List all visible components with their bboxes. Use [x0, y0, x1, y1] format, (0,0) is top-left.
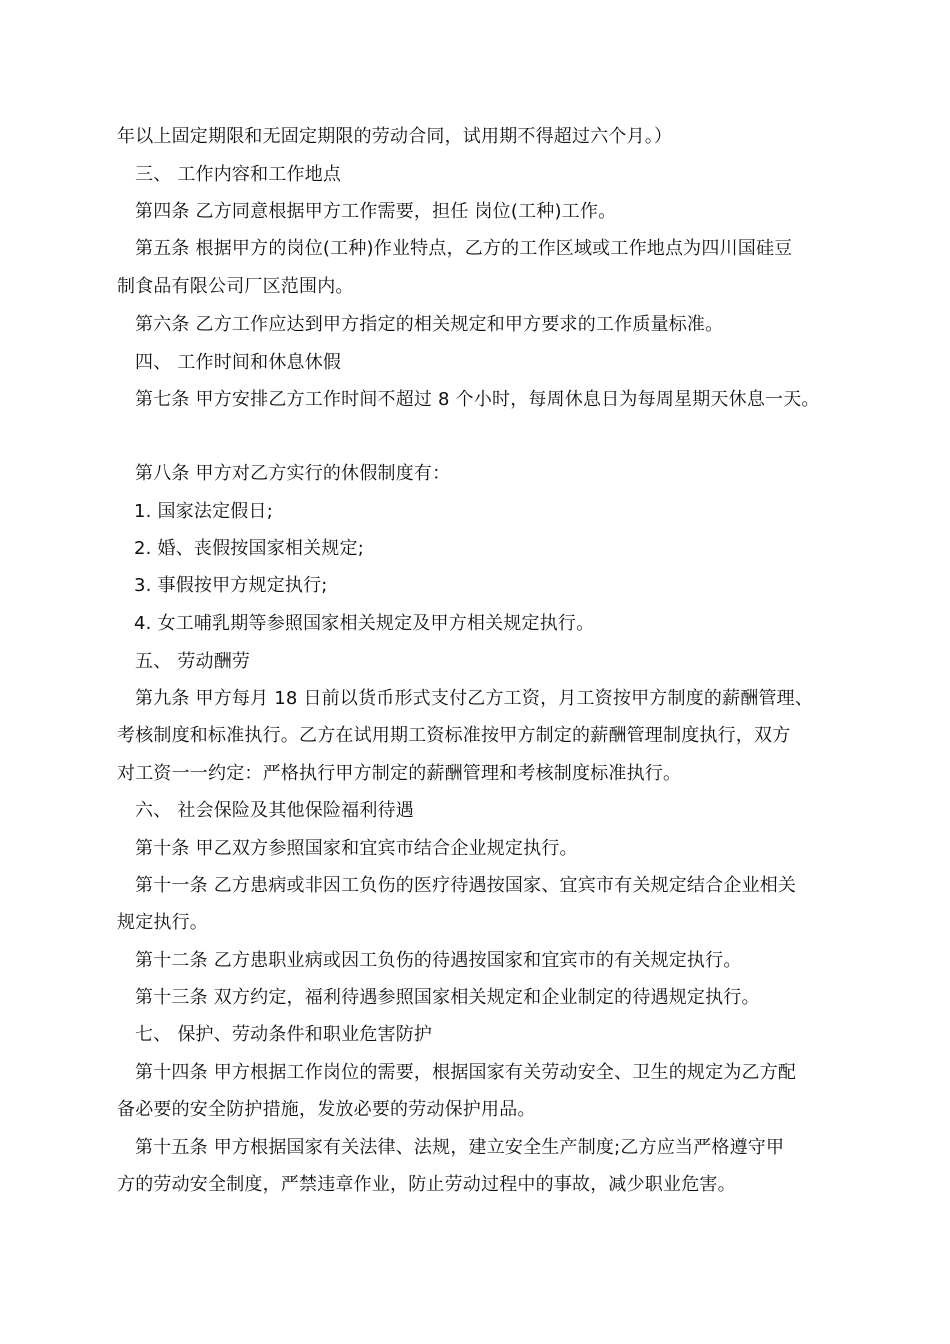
- article-4: 第四条 乙方同意根据甲方工作需要，担任 岗位(工种)工作。: [135, 201, 617, 222]
- section-heading: 四、 工作时间和休息休假: [135, 352, 342, 373]
- section-heading: 六、 社会保险及其他保险福利待遇: [135, 800, 414, 821]
- article-5-line-1: 第五条 根据甲方的岗位(工种)作业特点，乙方的工作区域或工作地点为四川国硅豆: [135, 238, 793, 259]
- article-15-line-1: 第十五条 甲方根据国家有关法律、法规，建立安全生产制度;乙方应当严格遵守甲: [135, 1137, 785, 1158]
- article-11-line-1: 第十一条 乙方患病或非因工负伤的医疗待遇按国家、宜宾市有关规定结合企业相关: [135, 875, 797, 896]
- article-9-line-1: 第九条 甲方每月 18 日前以货币形式支付乙方工资，月工资按甲方制度的薪酬管理、: [135, 688, 814, 709]
- article-11-line-2: 规定执行。: [117, 912, 208, 933]
- article-5-line-2: 制食品有限公司厂区范围内。: [117, 276, 354, 297]
- section-heading: 五、 劳动酬劳: [135, 651, 251, 672]
- article-13: 第十三条 双方约定，福利待遇参照国家相关规定和企业制定的待遇规定执行。: [135, 987, 760, 1008]
- list-item: 2. 婚、丧假按国家相关规定;: [134, 538, 364, 559]
- article-6: 第六条 乙方工作应达到甲方指定的相关规定和甲方要求的工作质量标准。: [135, 314, 724, 335]
- article-9-line-2: 考核制度和标准执行。乙方在试用期工资标准按甲方制定的薪酬管理制度执行，双方: [117, 725, 791, 746]
- article-15-line-2: 方的劳动安全制度，严禁违章作业，防止劳动过程中的事故，减少职业危害。: [117, 1174, 736, 1195]
- article-14-line-1: 第十四条 甲方根据工作岗位的需要，根据国家有关劳动安全、卫生的规定为乙方配: [135, 1062, 797, 1083]
- section-heading: 七、 保护、劳动条件和职业危害防护: [135, 1024, 433, 1045]
- paragraph-line: 年以上固定期限和无固定期限的劳动合同，试用期不得超过六个月。）: [117, 126, 673, 147]
- article-7: 第七条 甲方安排乙方工作时间不超过 8 个小时，每周休息日为每周星期天休息一天。: [135, 389, 820, 410]
- article-12: 第十二条 乙方患职业病或因工负伤的待遇按国家和宜宾市的有关规定执行。: [135, 950, 742, 971]
- section-heading: 三、 工作内容和工作地点: [135, 164, 342, 185]
- list-item: 4. 女工哺乳期等参照国家相关规定及甲方相关规定执行。: [134, 613, 595, 634]
- article-10: 第十条 甲乙双方参照国家和宜宾市结合企业规定执行。: [135, 838, 578, 859]
- article-8: 第八条 甲方对乙方实行的休假制度有：: [135, 463, 451, 484]
- list-item: 1. 国家法定假日;: [134, 501, 273, 522]
- article-9-line-3: 对工资一一约定：严格执行甲方制定的薪酬管理和考核制度标准执行。: [117, 763, 682, 784]
- article-14-line-2: 备必要的安全防护措施，发放必要的劳动保护用品。: [117, 1099, 536, 1120]
- list-item: 3. 事假按甲方规定执行;: [134, 575, 328, 596]
